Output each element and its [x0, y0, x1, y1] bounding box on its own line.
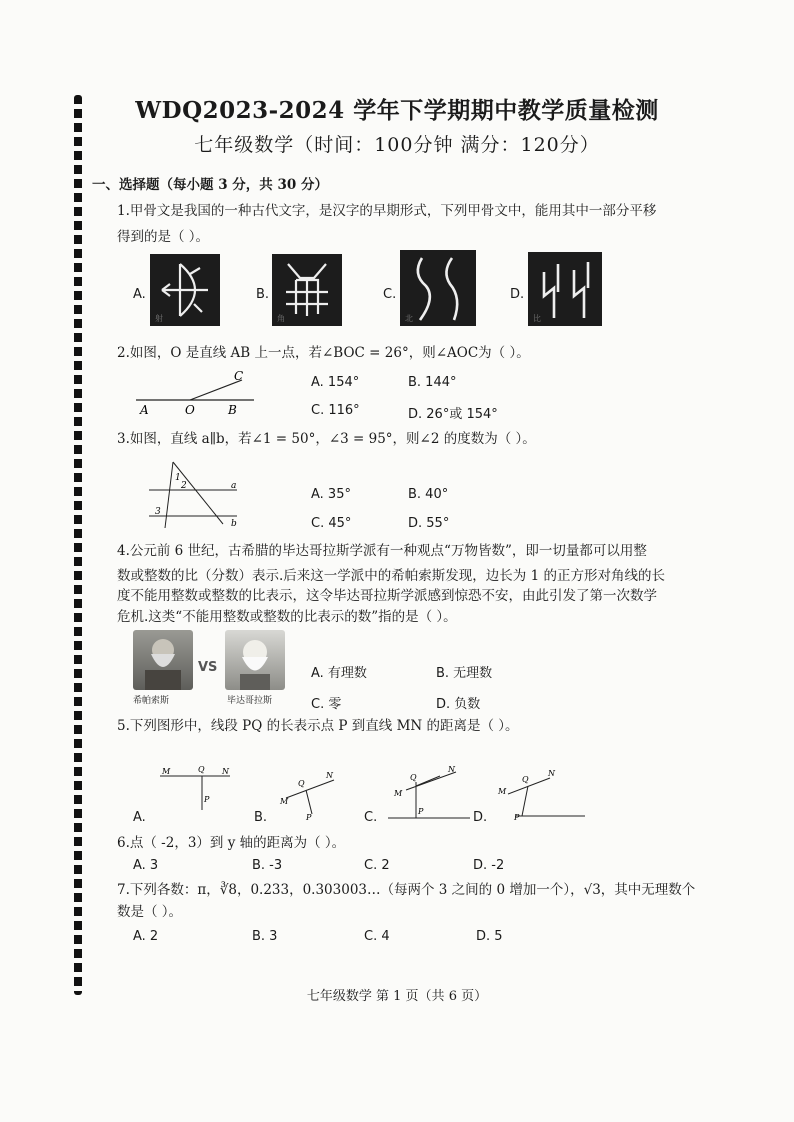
svg-text:C: C	[234, 369, 244, 383]
svg-text:2: 2	[181, 481, 187, 491]
q7-option-c: C. 4	[364, 929, 390, 944]
pythagoras-caption: 毕达哥拉斯	[227, 696, 273, 706]
svg-text:M: M	[162, 767, 171, 776]
q7-line2: 数是（ ）。	[117, 904, 183, 920]
q1-option-a-glyph	[150, 254, 220, 326]
q5-option-a: A.	[133, 810, 146, 825]
q1-option-a-caption: 射	[155, 314, 163, 323]
q5-option-d: D.	[473, 810, 488, 825]
svg-text:P: P	[418, 807, 424, 816]
q3-stem: 3.如图，直线 a∥b，若∠1 = 50°，∠3 = 95°，则∠2 的度数为（ ）。	[117, 431, 536, 447]
svg-text:P: P	[204, 795, 210, 804]
q5-option-b: B.	[254, 810, 268, 825]
q6-option-a: A. 3	[133, 858, 159, 873]
q4-option-c: C. 零	[311, 697, 342, 712]
q6-option-c: C. 2	[364, 858, 390, 873]
q7-option-a: A. 2	[133, 929, 159, 944]
svg-text:A: A	[140, 403, 149, 416]
q1-option-a-label: A.	[133, 287, 146, 302]
q1-option-c-label: C.	[383, 287, 397, 302]
svg-text:Q: Q	[198, 765, 205, 774]
q2-option-a: A. 154°	[311, 375, 360, 390]
svg-text:B: B	[228, 403, 237, 416]
q7-option-d: D. 5	[476, 929, 503, 944]
svg-text:P: P	[306, 813, 312, 822]
svg-text:M: M	[280, 797, 289, 806]
svg-text:M: M	[394, 789, 403, 798]
q1-line2: 得到的是（ ）。	[117, 229, 210, 245]
q2-option-c: C. 116°	[311, 403, 360, 418]
pythagoras-portrait	[225, 630, 285, 690]
q4-line3: 度不能用整数或整数的比表示，这令毕达哥拉斯学派感到惊恐不安，由此引发了第一次数学	[117, 588, 657, 604]
q2-option-d: D. 26°或 154°	[408, 407, 498, 422]
hippasus-caption: 希帕索斯	[133, 696, 170, 706]
svg-text:N: N	[326, 771, 333, 780]
q3-option-b: B. 40°	[408, 487, 449, 502]
page-footer: 七年级数学 第 1 页（共 6 页）	[306, 989, 488, 1004]
q1-option-b-label: B.	[256, 287, 270, 302]
q5-stem: 5.下列图形中，线段 PQ 的长表示点 P 到直线 MN 的距离是（ ）。	[117, 718, 519, 734]
q3-option-a: A. 35°	[311, 487, 351, 502]
vs-badge: VS	[198, 660, 218, 675]
q6-option-d: D. -2	[473, 858, 505, 873]
svg-text:a: a	[231, 481, 237, 491]
q4-option-b: B. 无理数	[436, 666, 493, 681]
svg-text:b: b	[231, 519, 237, 529]
q1-option-b-glyph	[272, 254, 342, 326]
q4-option-a: A. 有理数	[311, 666, 367, 681]
svg-text:P: P	[514, 813, 520, 822]
q1-option-d-caption: 比	[533, 314, 541, 323]
q1-option-b-caption: 角	[277, 314, 285, 323]
q5-figures	[130, 762, 640, 822]
svg-text:N: N	[222, 767, 229, 776]
binding-holes	[74, 95, 82, 995]
q4-line2: 数或整数的比（分数）表示.后来这一学派中的希帕索斯发现，边长为 1 的正方形对角线的长	[117, 568, 665, 584]
q2-option-b: B. 144°	[408, 375, 457, 390]
exam-title: WDQ2023-2024 学年下学期期中教学质量检测	[135, 97, 659, 124]
q7-option-b: B. 3	[252, 929, 278, 944]
svg-text:Q: Q	[522, 775, 529, 784]
q1-option-d-glyph	[528, 252, 602, 326]
q6-option-b: B. -3	[252, 858, 283, 873]
section-heading: 一、选择题（每小题 3 分，共 30 分）	[92, 177, 328, 193]
svg-text:Q: Q	[298, 779, 305, 788]
q7-line1: 7.下列各数：π，∛8，0.233，0.303003…（每两个 3 之间的 0 增加一个），√3，其中无理数个	[117, 882, 696, 898]
q4-option-d: D. 负数	[436, 697, 481, 712]
q3-option-d: D. 55°	[408, 516, 450, 531]
q1-line1: 1.甲骨文是我国的一种古代文字，是汉字的早期形式，下列甲骨文中，能用其中一部分平移	[117, 203, 657, 219]
svg-text:N: N	[448, 765, 455, 774]
q4-line1: 4.公元前 6 世纪，古希腊的毕达哥拉斯学派有一种观点“万物皆数”，即一切量都可以用整	[117, 543, 647, 559]
q1-option-c-glyph	[400, 250, 476, 326]
svg-text:N: N	[548, 769, 555, 778]
svg-text:Q: Q	[410, 773, 417, 782]
svg-text:O: O	[185, 403, 195, 416]
q5-option-c: C.	[364, 810, 378, 825]
q3-figure	[145, 458, 245, 530]
q3-option-c: C. 45°	[311, 516, 352, 531]
q2-figure	[130, 368, 270, 416]
bust-icon	[225, 630, 285, 690]
bearded-man-icon	[133, 630, 193, 690]
q6-stem: 6.点（ -2，3）到 y 轴的距离为（ ）。	[117, 835, 346, 851]
svg-text:M: M	[498, 787, 507, 796]
exam-subtitle: 七年级数学（时间：100分钟 满分：120分）	[194, 134, 600, 156]
q4-line4: 危机.这类“不能用整数或整数的比表示的数”指的是（ ）。	[117, 609, 457, 625]
q1-option-c-caption: 北	[405, 314, 413, 323]
svg-text:3: 3	[155, 507, 161, 517]
q1-option-d-label: D.	[510, 287, 525, 302]
hippasus-portrait	[133, 630, 193, 690]
svg-text:1: 1	[175, 473, 181, 483]
q2-stem: 2.如图，O 是直线 AB 上一点，若∠BOC = 26°，则∠AOC为（ ）。	[117, 345, 530, 361]
